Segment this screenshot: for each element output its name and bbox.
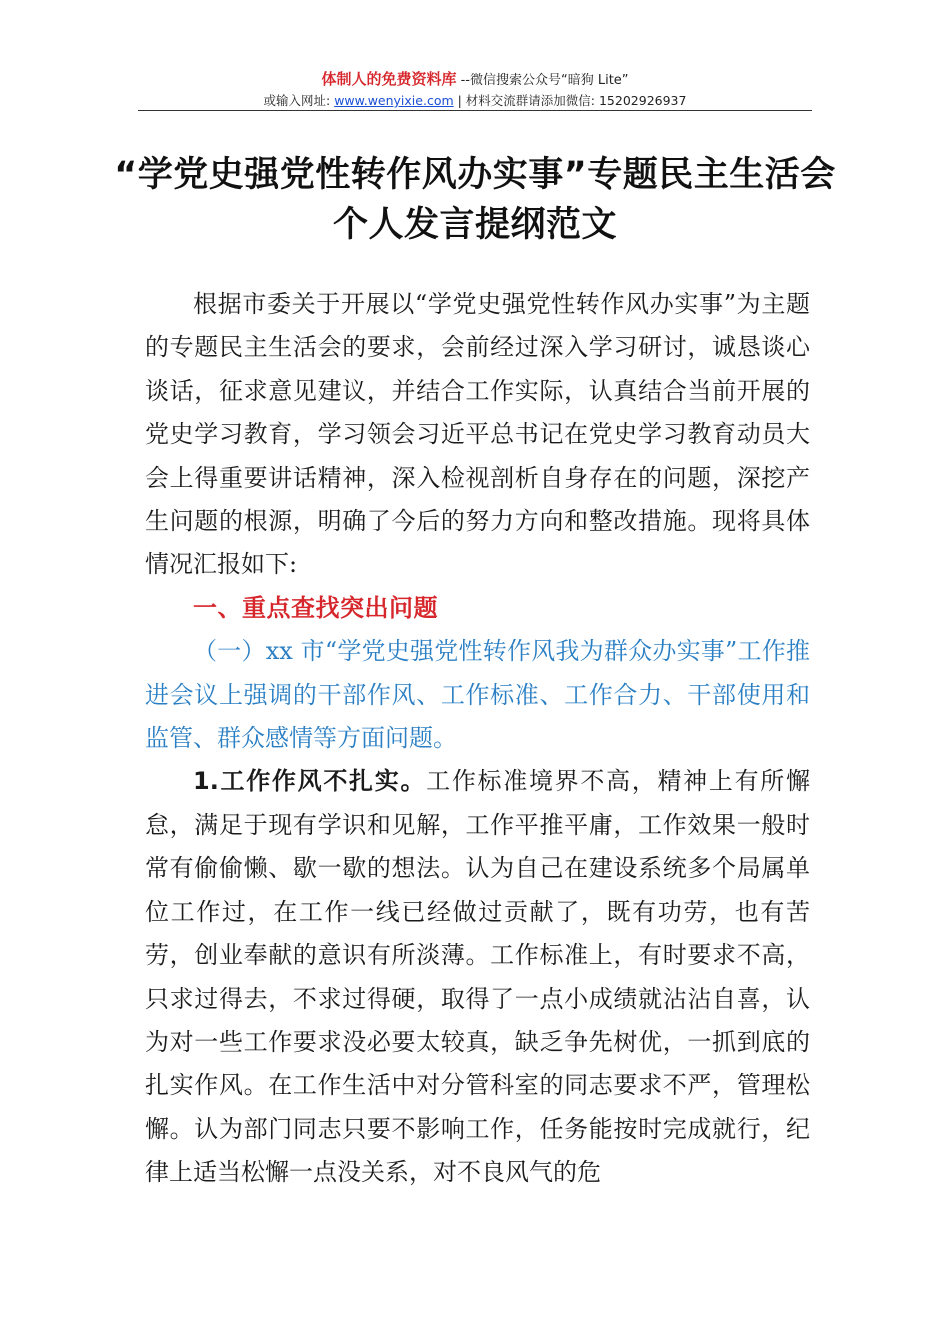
brand-name: 体制人的免费资料库 [321,70,457,88]
subsection-heading: （一）xx 市“学党史强党性转作风我为群众办实事”工作推进会议上强调的干部作风、工作标准、工作合力、干部使用和监管、群众感情等方面问题。 [145,637,810,753]
wechat-tip: --微信搜索公众号“暗狗 Lite” [456,73,629,88]
header-line-1 [138,70,812,90]
document-title: “学党史强党性转作风办实事”专题民主生活会个人发言提纲范文 [114,155,836,245]
item-lead: 1.工作作风不扎实。 [193,767,427,796]
header-line-2 [138,92,812,110]
document-body [145,283,810,1195]
item-body: 工作标准境界不高，精神上有所懈怠，满足于现有学识和见解，工作平推平庸，工作效果一般时常有偷偷懒、歇一歇的想法。认为自己在建设系统多个局属单位工作过，在工作一线已经做过贡献了，既有功劳，也有苦劳，创业奉献的意识有所淡薄。工作标准上，有时要求不高，只求过得去，不求过得硬，取得了一点小成绩就沾沾自喜，认为对一些工作要求没必要太较真，缺乏争先树优，一抓到底的扎实作风。在工作生活中对分管科室的同志要求不严，管理松懈。认为部门同志只要不影响工作，任务能按时完成就行，纪律上适当松懈一点没关系，对不良风气的危 [145,767,810,1187]
contact-info: | 材料交流群请添加微信: 15202926937 [453,93,687,108]
page-header [138,70,812,110]
header-divider [138,110,812,111]
item-paragraph [145,760,810,1194]
intro-paragraph: 根据市委关于开展以“学党史强党性转作风办实事”为主题的专题民主生活会的要求，会前经过深入学习研讨，诚恳谈心谈话，征求意见建议，并结合工作实际，认真结合当前开展的党史学习教育，学习领会习近平总书记在党史学习教育动员大会上得重要讲话精神，深入检视剖析自身存在的问题，深挖产生问题的根源，明确了今后的努力方向和整改措施。现将具体情况汇报如下: [145,290,810,579]
website-link[interactable]: www.wenyixie.com [334,93,454,108]
url-prefix: 或输入网址: [263,93,335,108]
section-heading: 一、重点查找突出问题 [193,593,438,622]
